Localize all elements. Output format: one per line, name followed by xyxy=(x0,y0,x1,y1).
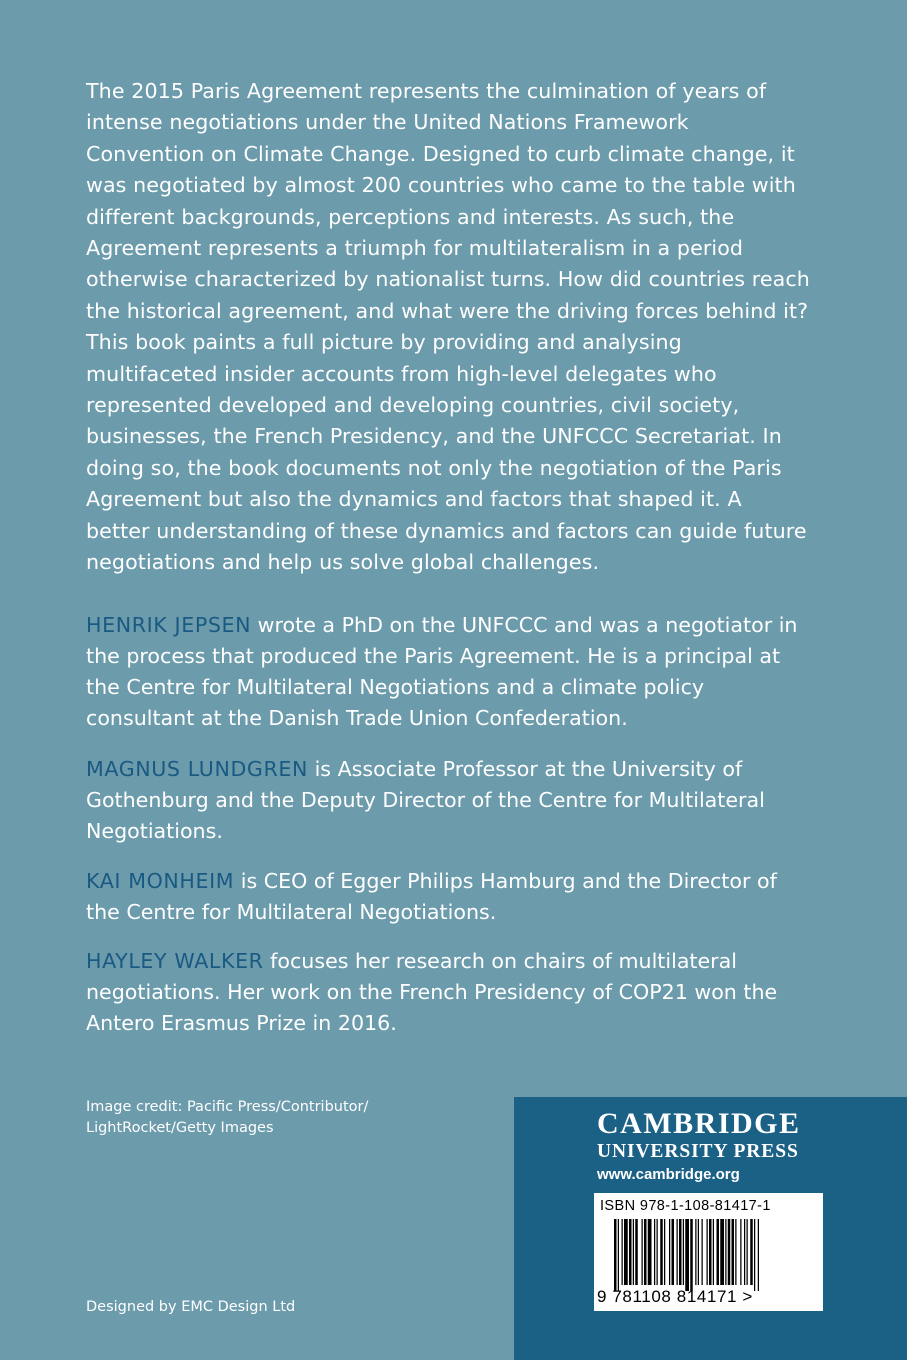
author-bio xyxy=(86,610,810,734)
designer-credit: Designed by EMC Design Ltd xyxy=(86,1299,296,1315)
barcode-bar xyxy=(717,1219,720,1285)
author-bio xyxy=(86,866,810,928)
barcode-bar xyxy=(654,1219,655,1285)
barcode-bar xyxy=(720,1219,724,1285)
image-credit: Image credit: Pacific Press/Contributor/ LightRocket/Getty Images xyxy=(86,1099,369,1136)
barcode-bar xyxy=(660,1219,663,1285)
barcode-bar xyxy=(677,1219,678,1285)
barcode-bar xyxy=(622,1219,623,1285)
author-bio xyxy=(86,754,810,847)
publisher-logo-name: CAMBRIDGE xyxy=(597,1107,801,1140)
barcode-bar xyxy=(633,1219,634,1285)
barcode-bar xyxy=(635,1219,638,1285)
barcode-bar xyxy=(695,1219,696,1285)
author-name: HENRIK JEPSEN xyxy=(86,613,252,637)
barcode-bar xyxy=(735,1219,736,1285)
barcode-bar xyxy=(707,1219,708,1285)
author-name: KAI MONHEIM xyxy=(86,869,235,893)
barcode-bar xyxy=(683,1219,684,1285)
barcode-bar xyxy=(698,1219,699,1285)
barcode-bar xyxy=(747,1219,748,1285)
barcode-bar xyxy=(629,1219,632,1285)
author-bio xyxy=(86,946,810,1039)
barcode-digits: 9 781108 814171 > xyxy=(597,1287,753,1306)
barcode-bar xyxy=(754,1219,755,1291)
publisher-logo-press: UNIVERSITY PRESS xyxy=(597,1141,799,1162)
barcode-bar xyxy=(664,1219,665,1285)
barcode-bar xyxy=(648,1219,652,1285)
barcode-bar xyxy=(744,1219,745,1285)
isbn-label: ISBN 978-1-108-81417-1 xyxy=(600,1198,771,1214)
barcode-bar xyxy=(685,1219,689,1291)
barcode-bar xyxy=(713,1219,714,1285)
publisher-block xyxy=(514,1097,907,1360)
barcode-bar xyxy=(614,1219,617,1291)
barcode-bar xyxy=(758,1219,759,1291)
barcode-bar xyxy=(750,1219,753,1285)
book-description: The 2015 Paris Agreement represents the culmination of years of intense negotiations under the United Nations Framework Convention on Climate Change. Designed to curb climate change, it was negotiated by almost 200 countries who came to the table with different backgrounds, perceptions and interests. As such, the Agreement represents a triumph for multilateralism in a period otherwise characterized by nationalist turns. How did countries reach the historical agreement, and what were the driving forces behind it? This book paints a full picture by providing and analysing multifaceted insider accounts from high-level delegates who represented developed and developing countries, civil society, businesses, the French Presidency, and the UNFCCC Secretariat. In doing so, the book documents not only the negotiation of the Paris Agreement but also the dynamics and factors that shaped it. A better understanding of these dynamics and factors can guide future negotiations and help us solve global challenges. xyxy=(86,79,810,575)
author-name: MAGNUS LUNDGREN xyxy=(86,757,309,781)
publisher-url: www.cambridge.org xyxy=(597,1166,740,1183)
barcode-bar xyxy=(669,1219,670,1285)
barcode-bar xyxy=(642,1219,643,1285)
barcode-bar xyxy=(725,1219,726,1285)
barcode-bar xyxy=(702,1219,703,1285)
author-bio-text: is Associate Professor at the University of Gothenburg and the Deputy Director of the Centre for Multilateral Negotiations. xyxy=(86,757,765,843)
isbn-barcode xyxy=(594,1193,823,1311)
author-bio-text: focuses her research on chairs of multilateral negotiations. Her work on the French Presidency of COP21 won the Antero Erasmus Prize in 2016. xyxy=(86,949,778,1035)
barcode-bar xyxy=(618,1219,619,1291)
barcode-bar xyxy=(644,1219,647,1285)
author-bio-text: is CEO of Egger Philips Hamburg and the Director of the Centre for Multilateral Negotiations. xyxy=(86,869,777,924)
author-name: HAYLEY WALKER xyxy=(86,949,264,973)
barcode-bar xyxy=(672,1219,675,1285)
barcode-bar xyxy=(657,1219,658,1285)
barcode-bar xyxy=(728,1219,731,1285)
barcode-bar xyxy=(624,1219,628,1285)
barcode-bar xyxy=(709,1219,712,1285)
barcode-bar xyxy=(740,1219,741,1285)
barcode-bar xyxy=(732,1219,735,1285)
barcode-bar xyxy=(690,1219,693,1291)
barcode-bar xyxy=(679,1219,682,1285)
author-bio-text: wrote a PhD on the UNFCCC and was a negotiator in the process that produced the Paris Agreement. He is a principal at the Centre for Multilateral Negotiations and a climate policy consultant at the Danish Trade Union Confederation. xyxy=(86,613,798,730)
